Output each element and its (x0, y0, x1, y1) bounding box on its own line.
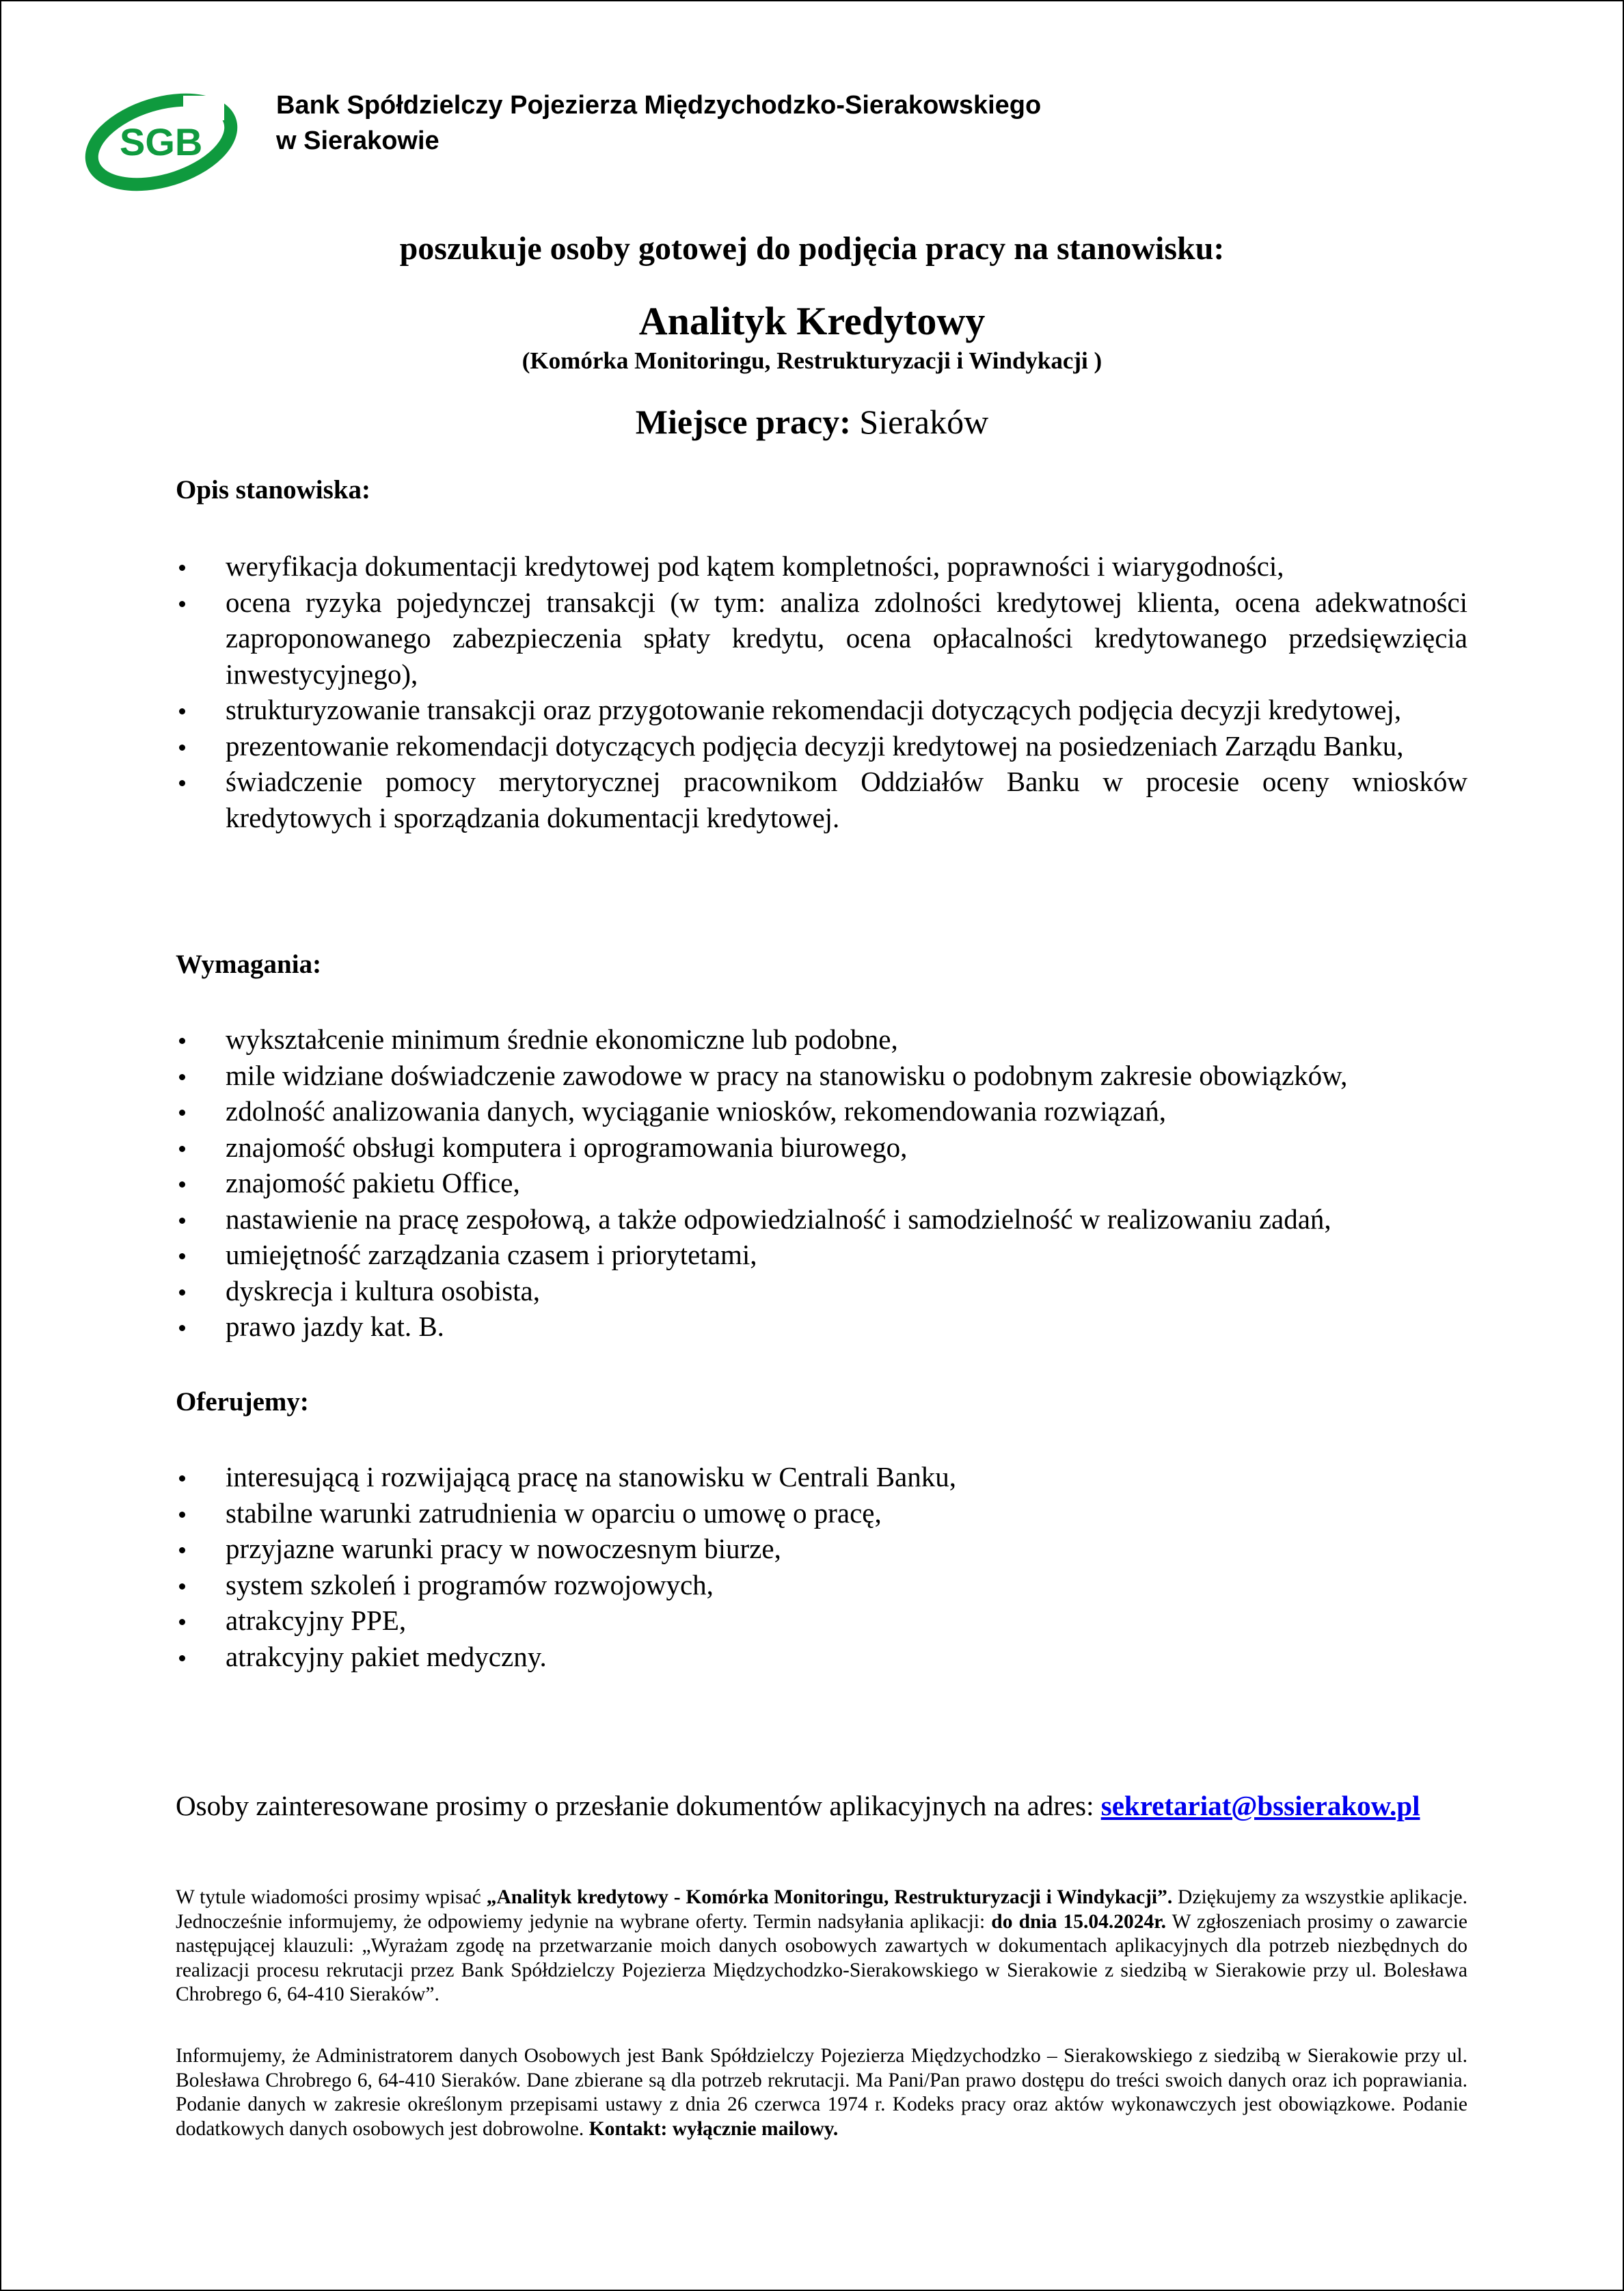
list-item: nastawienie na pracę zespołową, a także odpowiedzialność i samodzielność w realizowaniu zadań, (176, 1201, 1467, 1237)
list-item: świadczenie pomocy merytorycznej pracownikom Oddziałów Banku w procesie oceny wniosków kredytowych i sporządzania dokumentacji kredytowej. (176, 764, 1467, 835)
list-item: dyskrecja i kultura osobista, (176, 1273, 1467, 1309)
offer-heading: Oferujemy: (176, 1387, 309, 1417)
list-item: ocena ryzyka pojedynczej transakcji (w tym: analiza zdolności kredytowej klienta, ocena adekwatności zaproponowanego zabezpieczenia spłaty kredytu, ocena opłacalności kredytowanego przedsięwzięcia inwestycyjnego), (176, 585, 1467, 693)
requirements-list (176, 1021, 1467, 1345)
list-item: strukturyzowanie transakcji oraz przygotowanie rekomendacji dotyczących podjęcia decyzji kredytowej, (176, 692, 1467, 728)
bank-name-line1: Bank Spółdzielczy Pojezierza Międzychodzko-Sierakowskiego (276, 91, 1042, 120)
workplace (0, 402, 1624, 442)
list-item: interesującą i rozwijającą pracę na stanowisku w Centrali Banku, (176, 1459, 1467, 1495)
workplace-value: Sieraków (859, 403, 989, 441)
list-item: stabilne warunki zatrudnienia w oparciu o umowę o pracę, (176, 1495, 1467, 1531)
list-item: przyjazne warunki pracy w nowoczesnym biurze, (176, 1531, 1467, 1567)
description-list (176, 548, 1467, 835)
notice-paragraph (176, 1886, 1467, 2007)
list-item: znajomość obsługi komputera i oprogramowania biurowego, (176, 1129, 1467, 1166)
list-item: znajomość pakietu Office, (176, 1165, 1467, 1201)
position-unit: (Komórka Monitoringu, Restrukturyzacji i Windykacji ) (522, 347, 1102, 374)
notice-subject: „Analityk kredytowy - Komórka Monitoringu, Restrukturyzacji i Windykacji”. (486, 1886, 1173, 1908)
notice-text: Dziękujemy za wszystkie aplikacje. Jednocześnie informujemy, że odpowiemy jedynie na wybrane oferty. Termin nadsyłania aplikacji: (176, 1886, 1467, 1933)
list-item: mile widziane doświadczenie zawodowe w pracy na stanowisku o podobnym zakresie obowiązków, (176, 1058, 1467, 1094)
gdpr-paragraph (176, 2044, 1467, 2141)
logo-text: SGB (120, 120, 203, 163)
list-item: umiejętność zarządzania czasem i priorytetami, (176, 1237, 1467, 1273)
list-item: prawo jazdy kat. B. (176, 1309, 1467, 1345)
description-heading: Opis stanowiska: (176, 475, 370, 505)
list-item: atrakcyjny pakiet medyczny. (176, 1639, 1467, 1675)
sgb-logo (81, 89, 245, 191)
list-item: weryfikacja dokumentacji kredytowej pod kątem kompletności, poprawności i wiarygodności, (176, 548, 1467, 585)
notice-text: W zgłoszeniach prosimy o zawarcie następującej klauzuli: „Wyrażam zgodę na przetwarzanie moich danych osobowych zawartych w dokumentach aplikacyjnych dla potrzeb niezbędnych do realizacji procesu rekrutacji przez Bank Spółdzielczy Pojezierza Międzychodzko-Sierakowskiego w Sierakowie z siedzibą w Sierakowie przy ul. Bolesława Chrobrego 6, 64-410 Sieraków”. (176, 1910, 1467, 2005)
notice-deadline: do dnia 15.04.2024r. (991, 1910, 1166, 1933)
gdpr-contact: Kontakt: wyłącznie mailowy. (588, 2117, 839, 2140)
offer-list (176, 1459, 1467, 1674)
position-title: Analityk Kredytowy (638, 299, 986, 343)
list-item: atrakcyjny PPE, (176, 1603, 1467, 1639)
email-link[interactable]: sekretariat@bssierakow.pl (1100, 1790, 1420, 1821)
list-item: system szkoleń i programów rozwojowych, (176, 1567, 1467, 1603)
bank-name-line2: w Sierakowie (276, 126, 439, 155)
requirements-heading: Wymagania: (176, 950, 322, 979)
notice-text: W tytule wiadomości prosimy wpisać (176, 1886, 487, 1908)
list-item: prezentowanie rekomendacji dotyczących podjęcia decyzji kredytowej na posiedzeniach Zarządu Banku, (176, 728, 1467, 764)
list-item: wykształcenie minimum średnie ekonomiczne lub podobne, (176, 1021, 1467, 1058)
bank-name (276, 88, 1041, 159)
application-line (176, 1789, 1420, 1822)
list-item: zdolność analizowania danych, wyciąganie wniosków, rekomendowania rozwiązań, (176, 1093, 1467, 1129)
intro-text: poszukuje osoby gotowej do podjęcia pracy na stanowisku: (399, 230, 1225, 267)
workplace-label: Miejsce pracy: (635, 403, 851, 441)
application-text: Osoby zainteresowane prosimy o przesłanie dokumentów aplikacyjnych na adres: (176, 1790, 1094, 1821)
gdpr-text: Informujemy, że Administratorem danych Osobowych jest Bank Spółdzielczy Pojezierza Międzychodzko – Sierakowskiego z siedzibą w Sierakowie przy ul. Bolesława Chrobrego 6, 64-410 Sieraków. Dane zbierane są dla potrzeb rekrutacji. Ma Pani/Pan prawo dostępu do treści swoich danych oraz ich poprawiania. Podanie danych w zakresie określonym przepisami ustawy z dnia 26 czerwca 1974 r. Kodeks pracy oraz aktów wykonawczych jest obowiązkowe. Podanie dodatkowych danych osobowych jest dobrowolne. (176, 2045, 1467, 2140)
